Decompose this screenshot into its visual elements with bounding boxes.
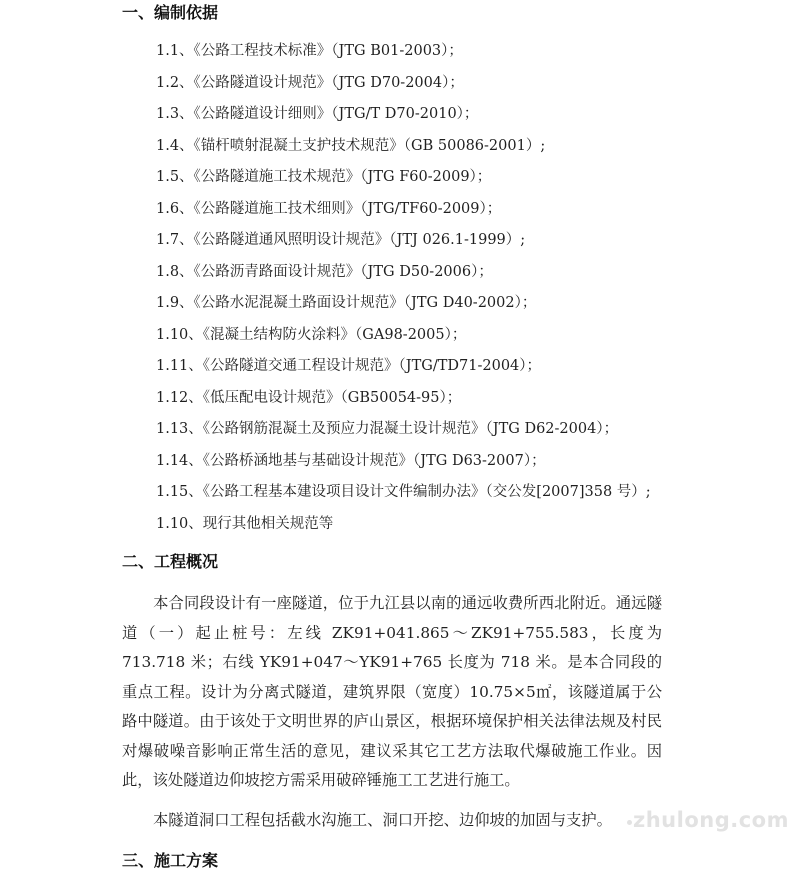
overview-paragraph-text: 本合同段设计有一座隧道，位于九江县以南的通远收费所西北附近。通远隧道（一）起止桩号：左线 ZK91+041.865～ZK91+755.583，长度为 713.718 米；右线 YK91+047～YK91+765 长度为 718 米。是本合同段的重点工程。设计为分离式隧道，建筑界限（宽度）10.75×5㎡，该隧道属于公路中隧道。由于该处于文明世界的庐山景区，根据环境保护相关法律法规及村民对爆破噪音影响正常生活的意见，建议采其它工艺方法取代爆破施工作业。因此，该处隧道边仰坡挖方需采用破碎锤施工工艺进行施工。 (122, 594, 662, 789)
reference-item: 1.11、《公路隧道交通工程设计规范》（JTG/TD71-2004）； (156, 358, 542, 374)
reference-item: 1.13、《公路钢筋混凝土及预应力混凝土设计规范》（JTG D62-2004）； (156, 421, 619, 437)
reference-item: 1.10、现行其他相关规范等 (156, 515, 334, 532)
overview-paragraph (122, 589, 662, 796)
overview-paragraph (122, 806, 662, 836)
watermark-text: zhulong.com (633, 808, 789, 832)
watermark-dot-icon (627, 820, 632, 825)
reference-item: 1.6、《公路隧道施工技术细则》（JTG/TF60-2009）； (156, 200, 502, 217)
reference-item: 1.12、《低压配电设计规范》（GB50054-95）； (156, 389, 462, 406)
watermark-logo (626, 808, 789, 832)
reference-item: 1.3、《公路隧道设计细则》（JTG/T D70-2010）； (156, 106, 479, 122)
reference-item: 1.5、《公路隧道施工技术规范》（JTG F60-2009）； (156, 169, 492, 185)
reference-list (156, 40, 651, 544)
reference-item: 1.4、《锚杆喷射混凝土支护技术规范》（GB 50086-2001）; (156, 137, 546, 154)
reference-item: 1.1、《公路工程技术标准》（JTG B01-2003）； (156, 43, 463, 59)
reference-item: 1.9、《公路水泥混凝土路面设计规范》（JTG D40-2002）； (156, 295, 537, 311)
section-heading-basis: 一、编制依据 (122, 3, 219, 22)
reference-item: 1.10、《混凝土结构防火涂料》（GA98-2005）； (156, 326, 467, 343)
reference-item: 1.7、《公路隧道通风照明设计规范》（JTJ 026.1-1999）; (156, 232, 526, 248)
reference-item: 1.2、《公路隧道设计规范》（JTG D70-2004）； (156, 74, 464, 91)
reference-item: 1.8、《公路沥青路面设计规范》（JTG D50-2006）； (156, 263, 493, 280)
overview-paragraph-text: 本隧道洞口工程包括截水沟施工、洞口开挖、边仰坡的加固与支护。 (153, 811, 612, 829)
section-heading-overview: 二、工程概况 (122, 552, 219, 571)
reference-item: 1.15、《公路工程基本建设项目设计文件编制办法》（交公发[2007]358 号）; (156, 484, 651, 500)
section-heading-plan: 三、施工方案 (122, 851, 219, 870)
reference-item: 1.14、《公路桥涵地基与基础设计规范》（JTG D63-2007）； (156, 452, 546, 469)
